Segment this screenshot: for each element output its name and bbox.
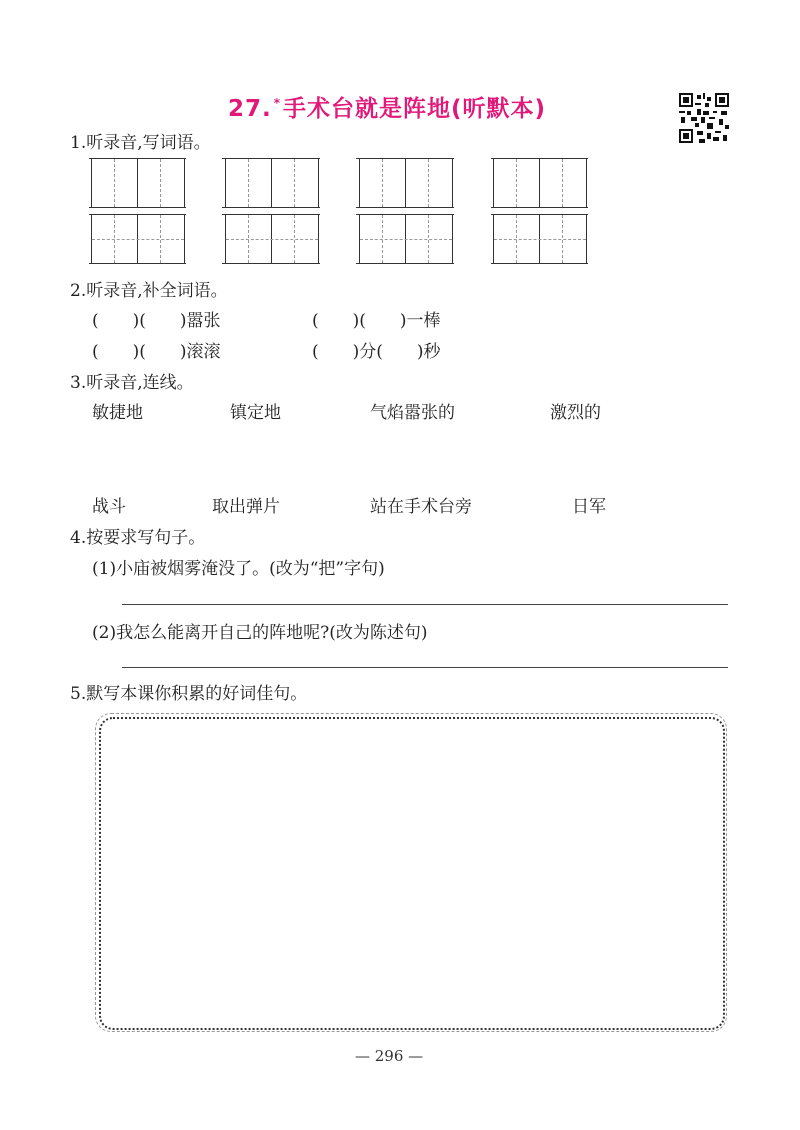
match-bottom-word[interactable]: 取出弹片 <box>212 497 280 517</box>
question-1-prompt: 1.听录音,写词语。 <box>70 133 211 153</box>
match-top-word[interactable]: 气焰嚣张的 <box>370 403 455 423</box>
match-top-word[interactable]: 激烈的 <box>550 403 601 423</box>
question-3-prompt: 3.听录音,连线。 <box>70 373 194 393</box>
fill-in-phrase[interactable]: ( )( )一棒 <box>312 311 441 331</box>
writing-grid-box[interactable] <box>493 159 587 207</box>
writing-grid-box[interactable] <box>359 159 453 207</box>
match-bottom-word[interactable]: 日军 <box>572 497 606 517</box>
page-number: — 296 — <box>355 1047 424 1065</box>
match-bottom-word[interactable]: 站在手术台旁 <box>370 497 472 517</box>
match-bottom-word[interactable]: 战斗 <box>92 497 126 517</box>
question-2-prompt: 2.听录音,补全词语。 <box>70 281 228 301</box>
answer-line-2[interactable] <box>122 667 728 668</box>
fill-in-phrase[interactable]: ( )分( )秒 <box>312 342 441 362</box>
grid-rule <box>491 263 588 264</box>
grid-rule <box>491 207 588 208</box>
page-title: 27. *手术台就是阵地(听默本) <box>228 96 547 122</box>
sentence-task-1: (1)小庙被烟雾淹没了。(改为“把”字句) <box>92 559 385 579</box>
writing-grid-box[interactable] <box>493 215 587 263</box>
fill-in-phrase[interactable]: ( )( )滚滚 <box>92 342 221 362</box>
sentence-task-2: (2)我怎么能离开自己的阵地呢?(改为陈述句) <box>92 623 428 643</box>
answer-line-1[interactable] <box>122 604 728 605</box>
grid-rule <box>222 263 320 264</box>
writing-grid-box[interactable] <box>359 215 453 263</box>
match-top-word[interactable]: 镇定地 <box>230 403 281 423</box>
writing-grid-box[interactable] <box>225 215 319 263</box>
writing-grid-box[interactable] <box>91 159 185 207</box>
question-4-prompt: 4.按要求写句子。 <box>70 528 206 548</box>
match-top-word[interactable]: 敏捷地 <box>92 403 143 423</box>
grid-rule <box>89 207 186 208</box>
grid-rule <box>222 207 320 208</box>
grid-rule <box>356 207 454 208</box>
grid-rule <box>356 263 454 264</box>
grid-rule <box>89 263 186 264</box>
writing-grid-box[interactable] <box>91 215 185 263</box>
qr-code-icon[interactable] <box>679 93 729 143</box>
writing-grid-box[interactable] <box>225 159 319 207</box>
question-5-prompt: 5.默写本课你积累的好词佳句。 <box>70 684 308 704</box>
fill-in-phrase[interactable]: ( )( )嚣张 <box>92 311 221 331</box>
writing-frame[interactable] <box>99 717 725 1030</box>
